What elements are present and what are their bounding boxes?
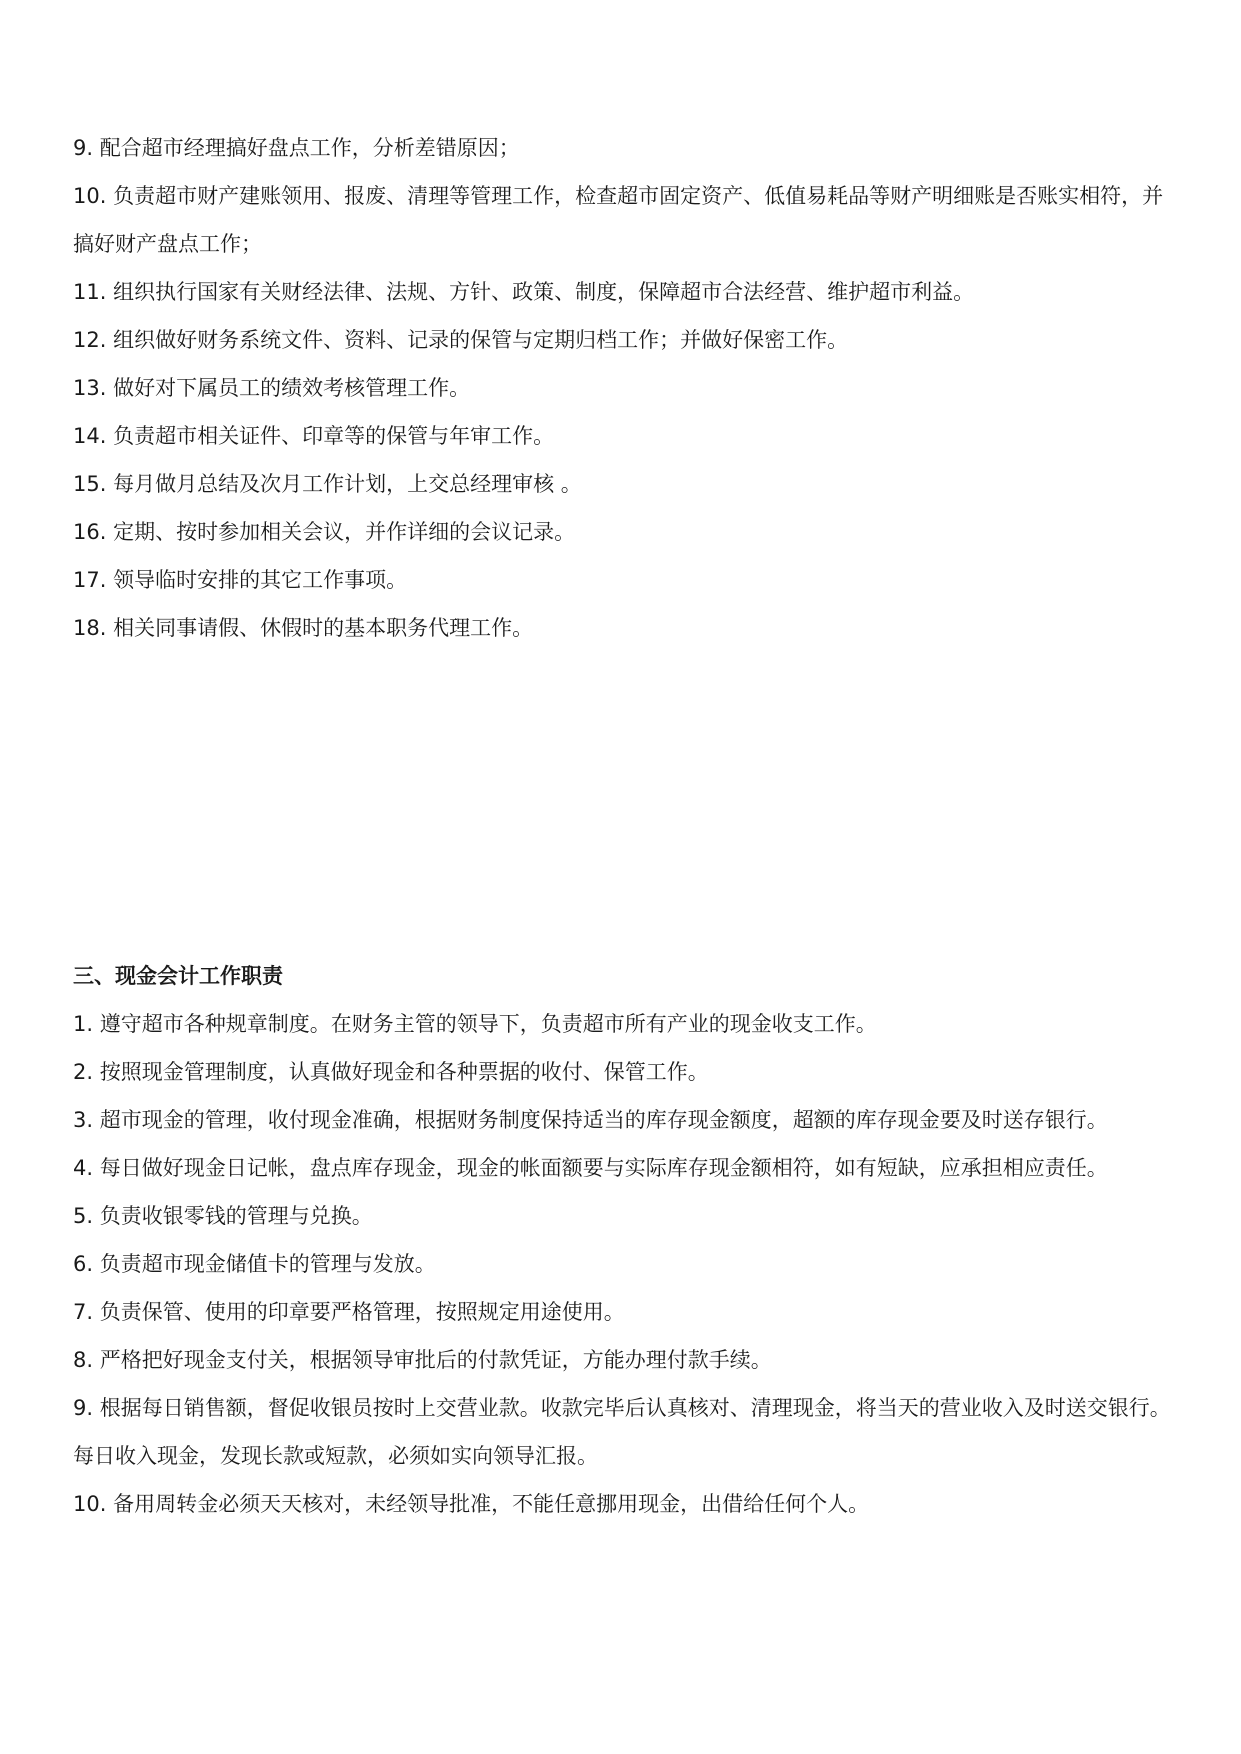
list-item: 14. 负责超市相关证件、印章等的保管与年审工作。 <box>73 424 555 448</box>
list-item: 8. 严格把好现金支付关，根据领导审批后的付款凭证，方能办理付款手续。 <box>73 1348 772 1372</box>
list-item: 1. 遵守超市各种规章制度。在财务主管的领导下，负责超市所有产业的现金收支工作。 <box>73 1012 877 1036</box>
list-item: 17. 领导临时安排的其它工作事项。 <box>73 568 408 592</box>
list-item: 5. 负责收银零钱的管理与兑换。 <box>73 1204 373 1228</box>
list-item: 3. 超市现金的管理，收付现金准确，根据财务制度保持适当的库存现金额度，超额的库存现金要及时送存银行。 <box>73 1108 1108 1132</box>
list-item: 16. 定期、按时参加相关会议，并作详细的会议记录。 <box>73 520 576 544</box>
list-item: 4. 每日做好现金日记帐，盘点库存现金，现金的帐面额要与实际库存现金额相符，如有短缺，应承担相应责任。 <box>73 1156 1108 1180</box>
duties-list-continued <box>73 124 1173 652</box>
list-item: 10. 备用周转金必须天天核对，未经领导批准，不能任意挪用现金，出借给任何个人。 <box>73 1492 870 1516</box>
section-heading: 三、现金会计工作职责 <box>73 964 283 988</box>
list-item: 6. 负责超市现金储值卡的管理与发放。 <box>73 1252 436 1276</box>
cash-accountant-duties <box>73 952 1173 1528</box>
list-item: 18. 相关同事请假、休假时的基本职务代理工作。 <box>73 616 534 640</box>
list-item: 7. 负责保管、使用的印章要严格管理，按照规定用途使用。 <box>73 1300 625 1324</box>
list-item: 9. 根据每日销售额，督促收银员按时上交营业款。收款完毕后认真核对、清理现金，将当天的营业收入及时送交银行。每日收入现金，发现长款或短款，必须如实向领导汇报。 <box>73 1396 1171 1468</box>
list-item: 2. 按照现金管理制度，认真做好现金和各种票据的收付、保管工作。 <box>73 1060 709 1084</box>
list-item: 12. 组织做好财务系统文件、资料、记录的保管与定期归档工作；并做好保密工作。 <box>73 328 849 352</box>
list-item: 13. 做好对下属员工的绩效考核管理工作。 <box>73 376 471 400</box>
list-item: 10. 负责超市财产建账领用、报废、清理等管理工作，检查超市固定资产、低值易耗品等财产明细账是否账实相符，并搞好财产盘点工作； <box>73 184 1164 256</box>
list-item: 15. 每月做月总结及次月工作计划，上交总经理审核 。 <box>73 472 582 496</box>
list-item: 11. 组织执行国家有关财经法律、法规、方针、政策、制度，保障超市合法经营、维护超市利益。 <box>73 280 975 304</box>
list-item: 9. 配合超市经理搞好盘点工作，分析差错原因； <box>73 136 520 160</box>
